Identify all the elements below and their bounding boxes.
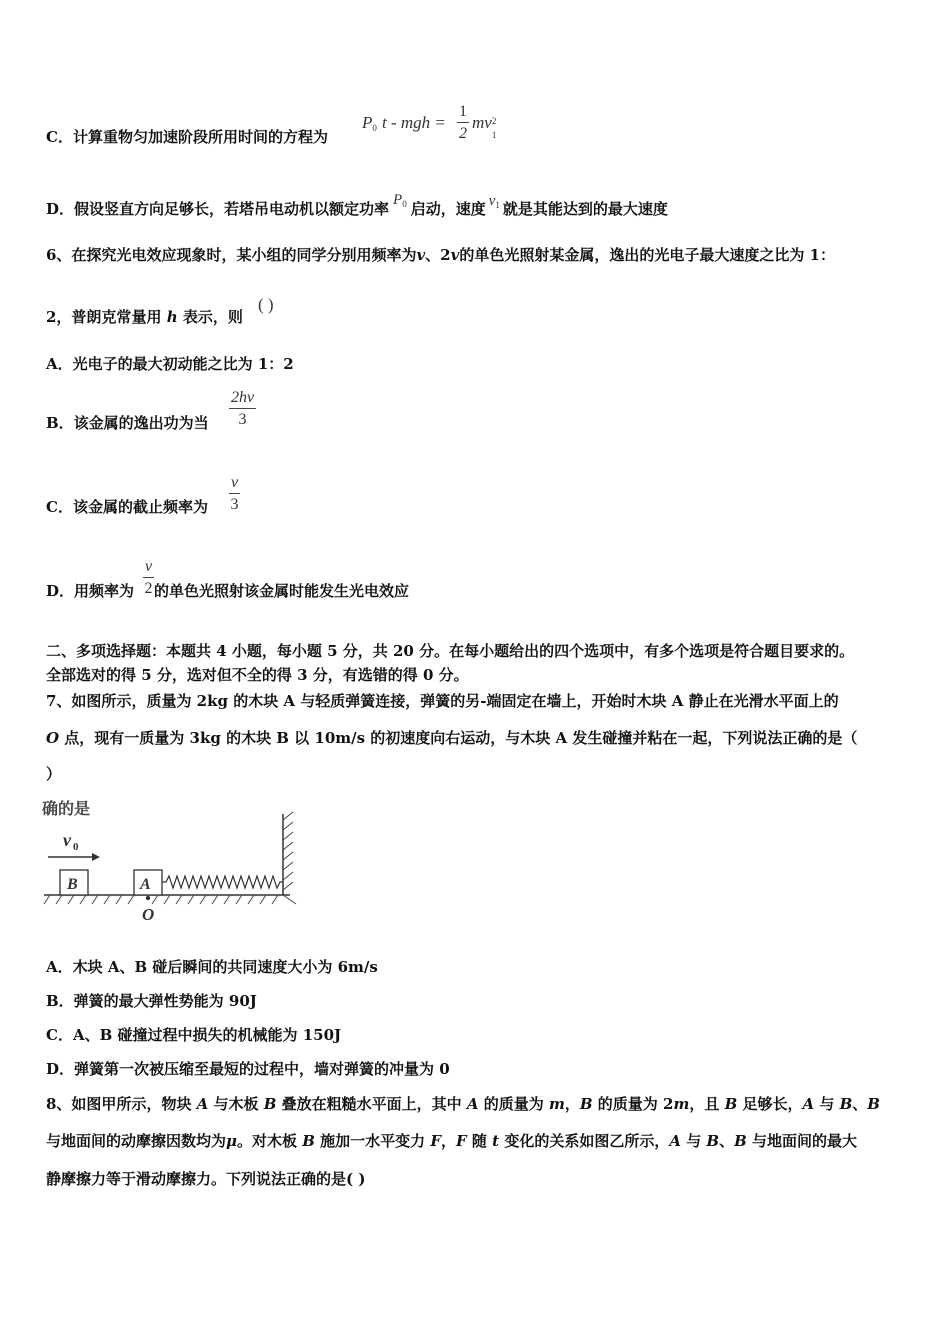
q6-option-c: C．该金属的截止频率为 xyxy=(46,498,208,516)
q7-option-c: C．A、B 碰撞过程中损失的机械能为 150J xyxy=(46,1026,342,1044)
q6-option-a: A．光电子的最大初动能之比为 1：2 xyxy=(46,355,294,373)
q6-option-b-fraction: $\frac{2hv}{3}$ xyxy=(231,389,255,428)
velocity-arrowhead xyxy=(92,853,100,861)
v0-label: v xyxy=(63,830,71,850)
section-2-instructions: 全部选对的得 5 分，选对但不全的得 3 分，有选错的得 0 分。 xyxy=(46,666,469,684)
q7-option-d: D．弹簧第一次被压缩至最短的过程中，墙对弹簧的冲量为 0 xyxy=(46,1060,450,1078)
q5-fraction: $\frac{1}{2}$ xyxy=(459,103,467,142)
wall-hatching xyxy=(283,812,296,904)
q7-stem-line3: ） xyxy=(46,765,62,783)
q6-stem-line1: 6、在探究光电效应现象时，某小组的同学分别用频率为v、2v的单色光照射某金属，逸出的光电子最大速度之比为 1： xyxy=(46,246,835,264)
q6-option-d: D．用频率为 的单色光照射该金属时能发生光电效应 xyxy=(46,582,410,600)
point-o-label: O xyxy=(142,905,155,924)
q6-answer-paren: ( ) xyxy=(258,295,274,314)
q7-stem-line2: O 点，现有一质量为 3kg 的木块 B 以 10m/s 的初速度向右运动，与木块 A 发生碰撞并粘在一起，下列说法正确的是（ xyxy=(46,729,858,747)
v0-subscript: 0 xyxy=(73,841,79,853)
q6-option-d-fraction: $\frac{v}{2}$ xyxy=(144,558,153,597)
q6-option-c-fraction: $\frac{v}{3}$ xyxy=(230,474,239,513)
q7-figure xyxy=(40,796,310,926)
q5-option-d: D．假设竖直方向足够长，若塔吊电动机以额定功率 $P_0$ 启动，速度 $v_1$ 就是其能达到的最大速度 xyxy=(46,192,668,218)
q8-stem-line3: 静摩擦力等于滑动摩擦力。下列说法正确的是( ) xyxy=(46,1170,366,1188)
q6-stem-line2: 2，普朗克常量用 h 表示，则 xyxy=(46,308,243,326)
figure-caption: 确的是 xyxy=(42,799,91,818)
spring xyxy=(162,876,283,888)
q7-stem-line1: 7、如图所示，质量为 2kg 的木块 A 与轻质弹簧连接，弹簧的另-端固定在墙上，开始时木块 A 静止在光滑水平面上的 xyxy=(46,692,839,710)
block-a-label: A xyxy=(140,876,151,893)
q7-option-b: B．弹簧的最大弹性势能为 90J xyxy=(46,992,257,1010)
q7-option-a: A．木块 A、B 碰后瞬间的共同速度大小为 6m/s xyxy=(46,958,378,976)
q5-option-c-label: C．计算重物匀加速阶段所用时间的方程为 xyxy=(46,128,328,146)
q8-stem-line1: 8、如图甲所示，物块 A 与木板 B 叠放在粗糙水平面上，其中 A 的质量为 m，B 的质量为 2m，且 B 足够长，A 与 B、B xyxy=(46,1095,880,1113)
p0-symbol: $P_0$ xyxy=(393,192,407,209)
q5-option-c xyxy=(46,127,328,147)
ground-hatching xyxy=(44,895,278,904)
point-o-dot xyxy=(146,896,150,900)
spring-block-diagram xyxy=(40,796,310,926)
block-b-label: B xyxy=(67,876,78,893)
q8-stem-line2: 与地面间的动摩擦因数均为μ。对木板 B 施加一水平变力 F，F 随 t 变化的关系如图乙所示，A 与 B、B 与地面间的最大 xyxy=(46,1132,858,1150)
v1-symbol: $v_1$ xyxy=(488,193,500,210)
section-2-heading: 二、多项选择题：本题共 4 小题，每小题 5 分，共 20 分。在每小题给出的四个选项中，有多个选项是符合题目要求的。 xyxy=(46,642,855,660)
q6-option-b: B．该金属的逸出功为当 xyxy=(46,414,209,432)
